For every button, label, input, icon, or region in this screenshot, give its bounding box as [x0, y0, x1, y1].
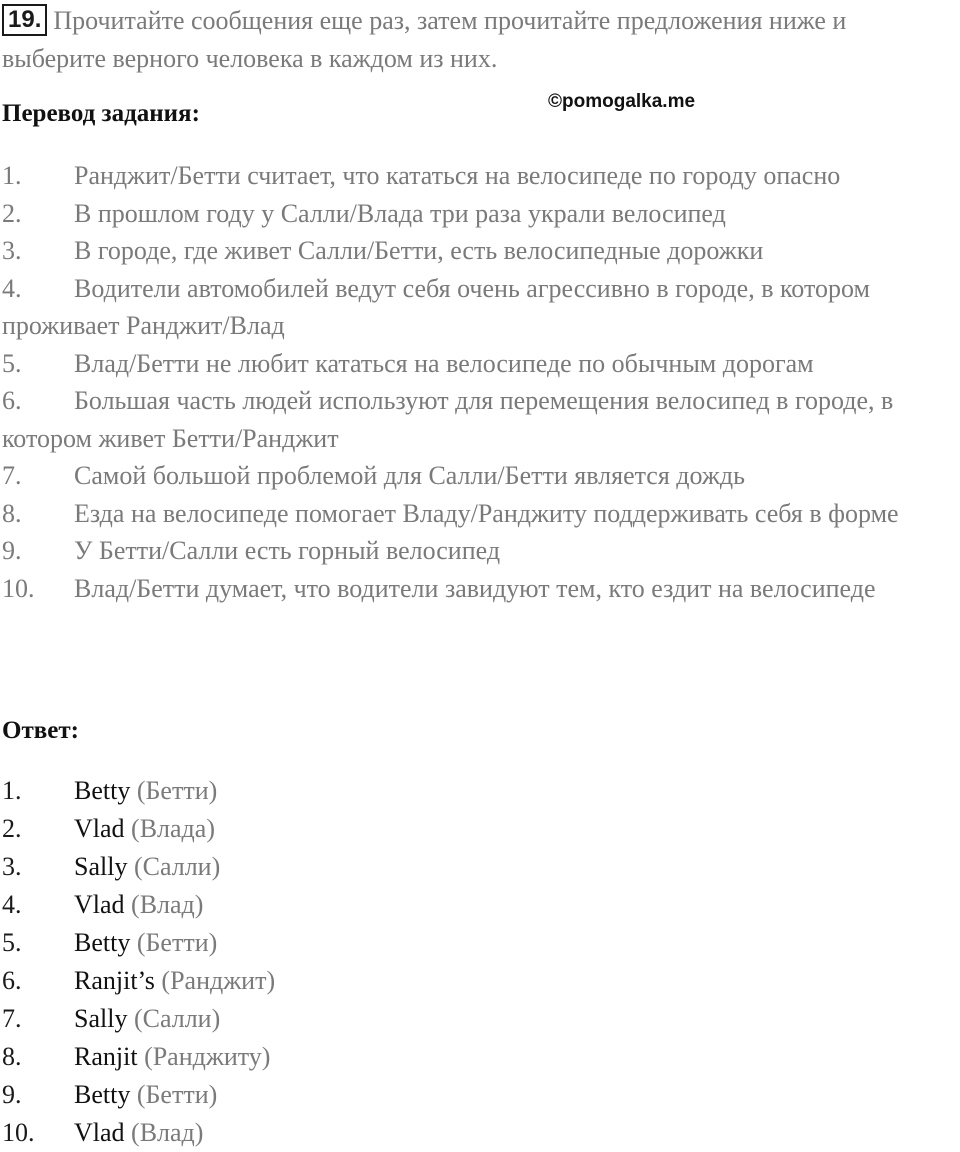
answer-number: 3.	[2, 852, 22, 881]
item-number: 6.	[2, 386, 22, 415]
item-number: 3.	[2, 236, 22, 265]
item-text: Езда на велосипеде помогает Владу/Ранджиту поддерживать себя в форме	[74, 498, 899, 528]
item-number: 4.	[2, 273, 22, 303]
item-text: У Бетти/Салли есть горный велосипед	[74, 536, 501, 565]
item-text: Водители автомобилей ведут себя очень агрессивно в городе, в котором проживает Ранджит/Влад	[2, 273, 870, 340]
answer-number: 1.	[2, 776, 22, 805]
answer-english: Ranjit’s	[74, 966, 155, 995]
item-text: В городе, где живет Салли/Бетти, есть велосипедные дорожки	[74, 236, 764, 265]
translation-list	[2, 157, 960, 607]
item-number: 1.	[2, 161, 22, 190]
answer-english: Vlad	[74, 890, 125, 919]
answer-english: Betty	[74, 1080, 131, 1109]
translation-item	[2, 495, 960, 533]
answer-russian: (Салли)	[133, 1004, 221, 1033]
translation-item	[2, 382, 960, 457]
item-number: 10.	[2, 573, 35, 603]
answer-item	[2, 810, 602, 848]
translation-item	[2, 570, 960, 608]
item-text: Самой большой проблемой для Салли/Бетти является дождь	[74, 461, 745, 490]
answer-number: 4.	[2, 890, 22, 919]
answer-russian: (Бетти)	[136, 776, 218, 805]
translation-item	[2, 532, 960, 570]
answer-item	[2, 1114, 602, 1152]
answer-russian: (Бетти)	[136, 928, 218, 957]
answer-item	[2, 924, 602, 962]
answer-russian: (Влад)	[131, 890, 204, 919]
answer-number: 8.	[2, 1042, 22, 1071]
answer-english: Sally	[74, 852, 128, 881]
translation-item	[2, 157, 960, 195]
answer-item	[2, 1000, 602, 1038]
answer-title: Ответ:	[2, 717, 79, 744]
translation-item	[2, 195, 960, 233]
answer-russian: (Салли)	[133, 852, 221, 881]
answer-number: 10.	[2, 1118, 35, 1147]
item-text: Влад/Бетти не любит кататься на велосипеде по обычным дорогам	[74, 348, 814, 378]
answer-russian: (Ранджит)	[161, 966, 276, 995]
item-text: В прошлом году у Салли/Влада три раза украли велосипед	[74, 198, 726, 228]
answer-item	[2, 962, 602, 1000]
item-number: 9.	[2, 536, 22, 565]
answer-english: Betty	[74, 928, 131, 957]
task-header	[2, 2, 952, 78]
answer-number: 2.	[2, 814, 22, 843]
answer-item	[2, 848, 602, 886]
answer-english: Sally	[74, 1004, 128, 1033]
item-number: 5.	[2, 348, 22, 378]
answer-english: Vlad	[74, 814, 125, 843]
translation-title: Перевод задания:	[2, 100, 200, 127]
answer-list	[2, 772, 602, 1152]
answer-number: 9.	[2, 1080, 22, 1109]
translation-item	[2, 232, 960, 270]
answer-russian: (Ранджиту)	[144, 1042, 271, 1071]
item-number: 7.	[2, 461, 22, 490]
item-number: 8.	[2, 498, 22, 528]
translation-item	[2, 345, 960, 383]
answer-russian: (Влад)	[131, 1118, 204, 1147]
task-instruction: Прочитайте сообщения еще раз, затем прочитайте предложения ниже и выберите верного человека в каждом из них.	[2, 6, 847, 73]
answer-number: 6.	[2, 966, 22, 995]
translation-item	[2, 270, 960, 345]
answer-item	[2, 1076, 602, 1114]
answer-number: 7.	[2, 1004, 22, 1033]
watermark: ©pomogalka.me	[548, 91, 696, 112]
answer-number: 5.	[2, 928, 22, 957]
answer-english: Betty	[74, 776, 131, 805]
answer-item	[2, 1038, 602, 1076]
item-text: Большая часть людей используют для перемещения велосипед в городе, в котором живет Бетти/Ранджит	[2, 386, 894, 453]
answer-item	[2, 772, 602, 810]
answer-russian: (Бетти)	[136, 1080, 218, 1109]
answer-item	[2, 886, 602, 924]
item-text: Влад/Бетти думает, что водители завидуют тем, кто ездит на велосипеде	[74, 573, 876, 603]
translation-item	[2, 457, 960, 495]
task-number-badge: 19.	[2, 4, 47, 36]
item-text: Ранджит/Бетти считает, что кататься на велосипеде по городу опасно	[74, 161, 841, 190]
item-number: 2.	[2, 198, 22, 228]
answer-russian: (Влада)	[131, 814, 215, 843]
answer-english: Vlad	[74, 1118, 125, 1147]
answer-english: Ranjit	[74, 1042, 138, 1071]
